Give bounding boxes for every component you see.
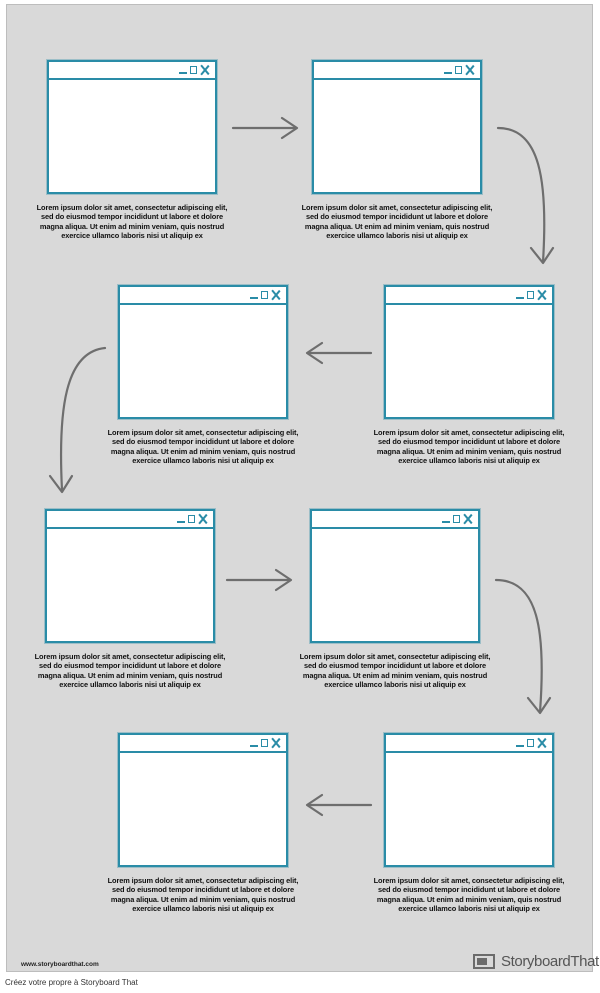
minimize-icon [516, 297, 524, 299]
panel-2-window[interactable] [312, 60, 482, 194]
panel-1-caption: Lorem ipsum dolor sit amet, consectetur adipiscing elit, sed do eiusmod tempor incididunt ut labore et dolore magna aliqua. Ut enim ad minim veniam, quis nostrud exercice ullamco laboris nisi ut aliquip ex [36, 203, 228, 241]
minimize-icon [444, 72, 452, 74]
panel-7-window[interactable] [384, 733, 554, 867]
storyboardthat-logo [473, 951, 599, 971]
maximize-icon [455, 66, 462, 74]
panel-8-window[interactable] [118, 733, 288, 867]
panel-8-caption: Lorem ipsum dolor sit amet, consectetur adipiscing elit, sed do eiusmod tempor incididunt ut labore et dolore magna aliqua. Ut enim ad minim veniam, quis nostrud exercice ullamco laboris nisi ut aliquip ex [107, 876, 299, 914]
maximize-icon [190, 66, 197, 74]
close-icon [271, 738, 280, 748]
panel-6-caption: Lorem ipsum dolor sit amet, consectetur adipiscing elit, sed do eiusmod tempor incididunt ut labore et dolore magna aliqua. Ut enim ad minim veniam, quis nostrud exercice ullamco laboris nisi ut aliquip ex [299, 652, 491, 690]
maximize-icon [188, 515, 195, 523]
maximize-icon [261, 291, 268, 299]
minimize-icon [442, 521, 450, 523]
minimize-icon [250, 297, 258, 299]
title-bar [312, 511, 478, 529]
panel-6-window[interactable] [310, 509, 480, 643]
maximize-icon [527, 739, 534, 747]
panel-7-caption: Lorem ipsum dolor sit amet, consectetur adipiscing elit, sed do eiusmod tempor incididunt ut labore et dolore magna aliqua. Ut enim ad minim veniam, quis nostrud exercice ullamco laboris nisi ut aliquip ex [373, 876, 565, 914]
close-icon [198, 514, 207, 524]
title-bar [120, 735, 286, 753]
panel-4-caption: Lorem ipsum dolor sit amet, consectetur adipiscing elit, sed do eiusmod tempor incididunt ut labore et dolore magna aliqua. Ut enim ad minim veniam, quis nostrud exercice ullamco laboris nisi ut aliquip ex [107, 428, 299, 466]
maximize-icon [453, 515, 460, 523]
panel-3-caption: Lorem ipsum dolor sit amet, consectetur adipiscing elit, sed do eiusmod tempor incididunt ut labore et dolore magna aliqua. Ut enim ad minim veniam, quis nostrud exercice ullamco laboris nisi ut aliquip ex [373, 428, 565, 466]
close-icon [200, 65, 209, 75]
title-bar [49, 62, 215, 80]
title-bar [47, 511, 213, 529]
minimize-icon [179, 72, 187, 74]
panel-5-caption: Lorem ipsum dolor sit amet, consectetur adipiscing elit, sed do eiusmod tempor incididunt ut labore et dolore magna aliqua. Ut enim ad minim veniam, quis nostrud exercice ullamco laboris nisi ut aliquip ex [34, 652, 226, 690]
close-icon [537, 290, 546, 300]
panel-3-window[interactable] [384, 285, 554, 419]
storyboard-canvas [6, 4, 599, 972]
panel-4-window[interactable] [118, 285, 288, 419]
title-bar [314, 62, 480, 80]
minimize-icon [250, 745, 258, 747]
title-bar [386, 287, 552, 305]
site-url: www.storyboardthat.com [21, 961, 99, 968]
close-icon [463, 514, 472, 524]
close-icon [537, 738, 546, 748]
panel-5-window[interactable] [45, 509, 215, 643]
close-icon [271, 290, 280, 300]
maximize-icon [527, 291, 534, 299]
minimize-icon [516, 745, 524, 747]
maximize-icon [261, 739, 268, 747]
panel-1-window[interactable] [47, 60, 217, 194]
logo-text: StoryboardThat [501, 952, 599, 970]
panel-2-caption: Lorem ipsum dolor sit amet, consectetur adipiscing elit, sed do eiusmod tempor incididunt ut labore et dolore magna aliqua. Ut enim ad minim veniam, quis nostrud exercice ullamco laboris nisi ut aliquip ex [301, 203, 493, 241]
title-bar [386, 735, 552, 753]
minimize-icon [177, 521, 185, 523]
close-icon [465, 65, 474, 75]
logo-icon [473, 952, 497, 970]
title-bar [120, 287, 286, 305]
footer-text[interactable]: Créez votre propre à Storyboard That [5, 978, 138, 987]
